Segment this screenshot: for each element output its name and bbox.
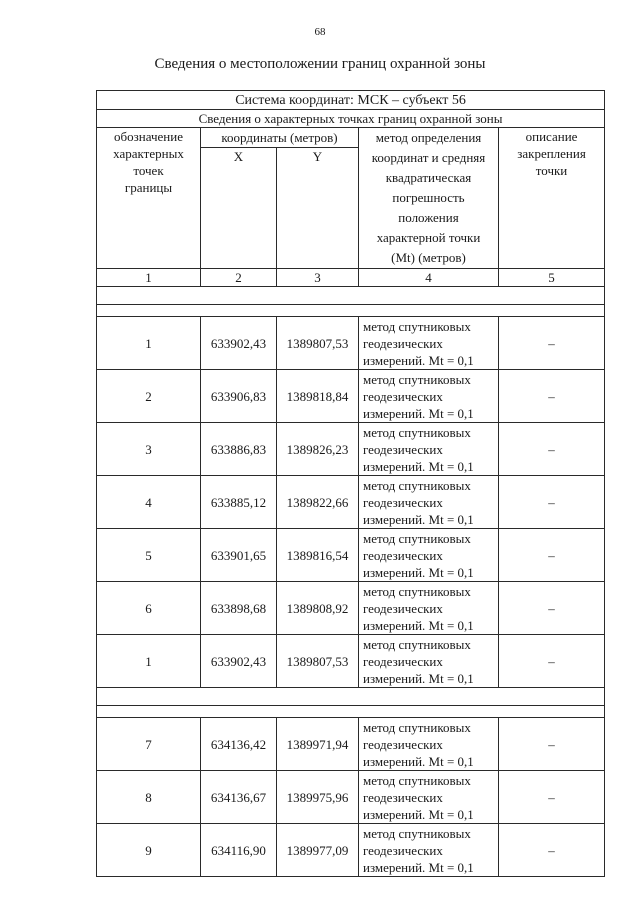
coord-y: 1389826,23 [277, 423, 359, 476]
page-number: 68 [314, 26, 326, 38]
method-cell: метод спутниковых геодезических измерений. Mt = 0,1 [359, 317, 499, 370]
coord-y: 1389822,66 [277, 476, 359, 529]
column-number: 2 [201, 269, 277, 287]
table-row [97, 718, 605, 771]
column-number: 4 [359, 269, 499, 287]
coordinate-system-header: Система координат: МСК – субъект 56 [97, 91, 605, 110]
description-dash: – [499, 423, 605, 476]
column-number: 5 [499, 269, 605, 287]
table-row [97, 635, 605, 688]
column-header-coordinates: координаты (метров) [201, 128, 359, 148]
table-row [97, 423, 605, 476]
coord-y: 1389975,96 [277, 771, 359, 824]
method-cell: метод спутниковых геодезических измерений. Mt = 0,1 [359, 423, 499, 476]
coord-x: 633906,83 [201, 370, 277, 423]
method-cell: метод спутниковых геодезических измерений. Mt = 0,1 [359, 771, 499, 824]
table-row [97, 582, 605, 635]
points-section-header: Сведения о характерных точках границ охранной зоны [97, 110, 605, 128]
point-id: 5 [97, 529, 201, 582]
column-header-y: Y [277, 148, 359, 269]
point-id: 7 [97, 718, 201, 771]
point-id: 8 [97, 771, 201, 824]
method-cell: метод спутниковых геодезических измерений. Mt = 0,1 [359, 476, 499, 529]
point-id: 1 [97, 635, 201, 688]
description-dash: – [499, 370, 605, 423]
column-header-x: X [201, 148, 277, 269]
coord-x: 634116,90 [201, 824, 277, 877]
description-dash: – [499, 317, 605, 370]
coord-y: 1389816,54 [277, 529, 359, 582]
point-id: 4 [97, 476, 201, 529]
method-cell: метод спутниковых геодезических измерений. Mt = 0,1 [359, 529, 499, 582]
coord-x: 633898,68 [201, 582, 277, 635]
table-row [97, 317, 605, 370]
table-row [97, 824, 605, 877]
point-id: 3 [97, 423, 201, 476]
point-id: 6 [97, 582, 201, 635]
column-header-designation: обозначение характерных точек границы [97, 128, 201, 269]
coord-x: 633901,65 [201, 529, 277, 582]
coord-x: 633902,43 [201, 635, 277, 688]
method-cell: метод спутниковых геодезических измерений. Mt = 0,1 [359, 582, 499, 635]
contour-separator-row [97, 287, 605, 305]
coord-x: 633885,12 [201, 476, 277, 529]
description-dash: – [499, 635, 605, 688]
description-dash: – [499, 529, 605, 582]
table-row [97, 529, 605, 582]
coord-y: 1389808,92 [277, 582, 359, 635]
method-cell: метод спутниковых геодезических измерений. Mt = 0,1 [359, 718, 499, 771]
description-dash: – [499, 718, 605, 771]
description-dash: – [499, 824, 605, 877]
coord-x: 634136,42 [201, 718, 277, 771]
coord-y: 1389971,94 [277, 718, 359, 771]
method-cell: метод спутниковых геодезических измерений. Mt = 0,1 [359, 370, 499, 423]
coord-y: 1389807,53 [277, 317, 359, 370]
coord-x: 633902,43 [201, 317, 277, 370]
description-dash: – [499, 582, 605, 635]
coord-y: 1389807,53 [277, 635, 359, 688]
method-cell: метод спутниковых геодезических измерений. Mt = 0,1 [359, 824, 499, 877]
description-dash: – [499, 476, 605, 529]
table-row [97, 771, 605, 824]
boundary-points-table [96, 90, 605, 877]
coord-x: 633886,83 [201, 423, 277, 476]
coord-y: 1389977,09 [277, 824, 359, 877]
column-number: 3 [277, 269, 359, 287]
table-row [97, 370, 605, 423]
table-row [97, 476, 605, 529]
column-number: 1 [97, 269, 201, 287]
coord-y: 1389818,84 [277, 370, 359, 423]
coord-x: 634136,67 [201, 771, 277, 824]
description-dash: – [499, 771, 605, 824]
method-cell: метод спутниковых геодезических измерений. Mt = 0,1 [359, 635, 499, 688]
column-header-method: метод определения координат и средняя квадратическая погрешность положения характерной точки (Mt) (метров) [359, 128, 499, 269]
point-id: 1 [97, 317, 201, 370]
column-header-description: описание закрепления точки [499, 128, 605, 269]
point-id: 9 [97, 824, 201, 877]
page-title: Сведения о местоположении границ охранной зоны [154, 56, 486, 72]
contour-separator-row [97, 688, 605, 706]
point-id: 2 [97, 370, 201, 423]
